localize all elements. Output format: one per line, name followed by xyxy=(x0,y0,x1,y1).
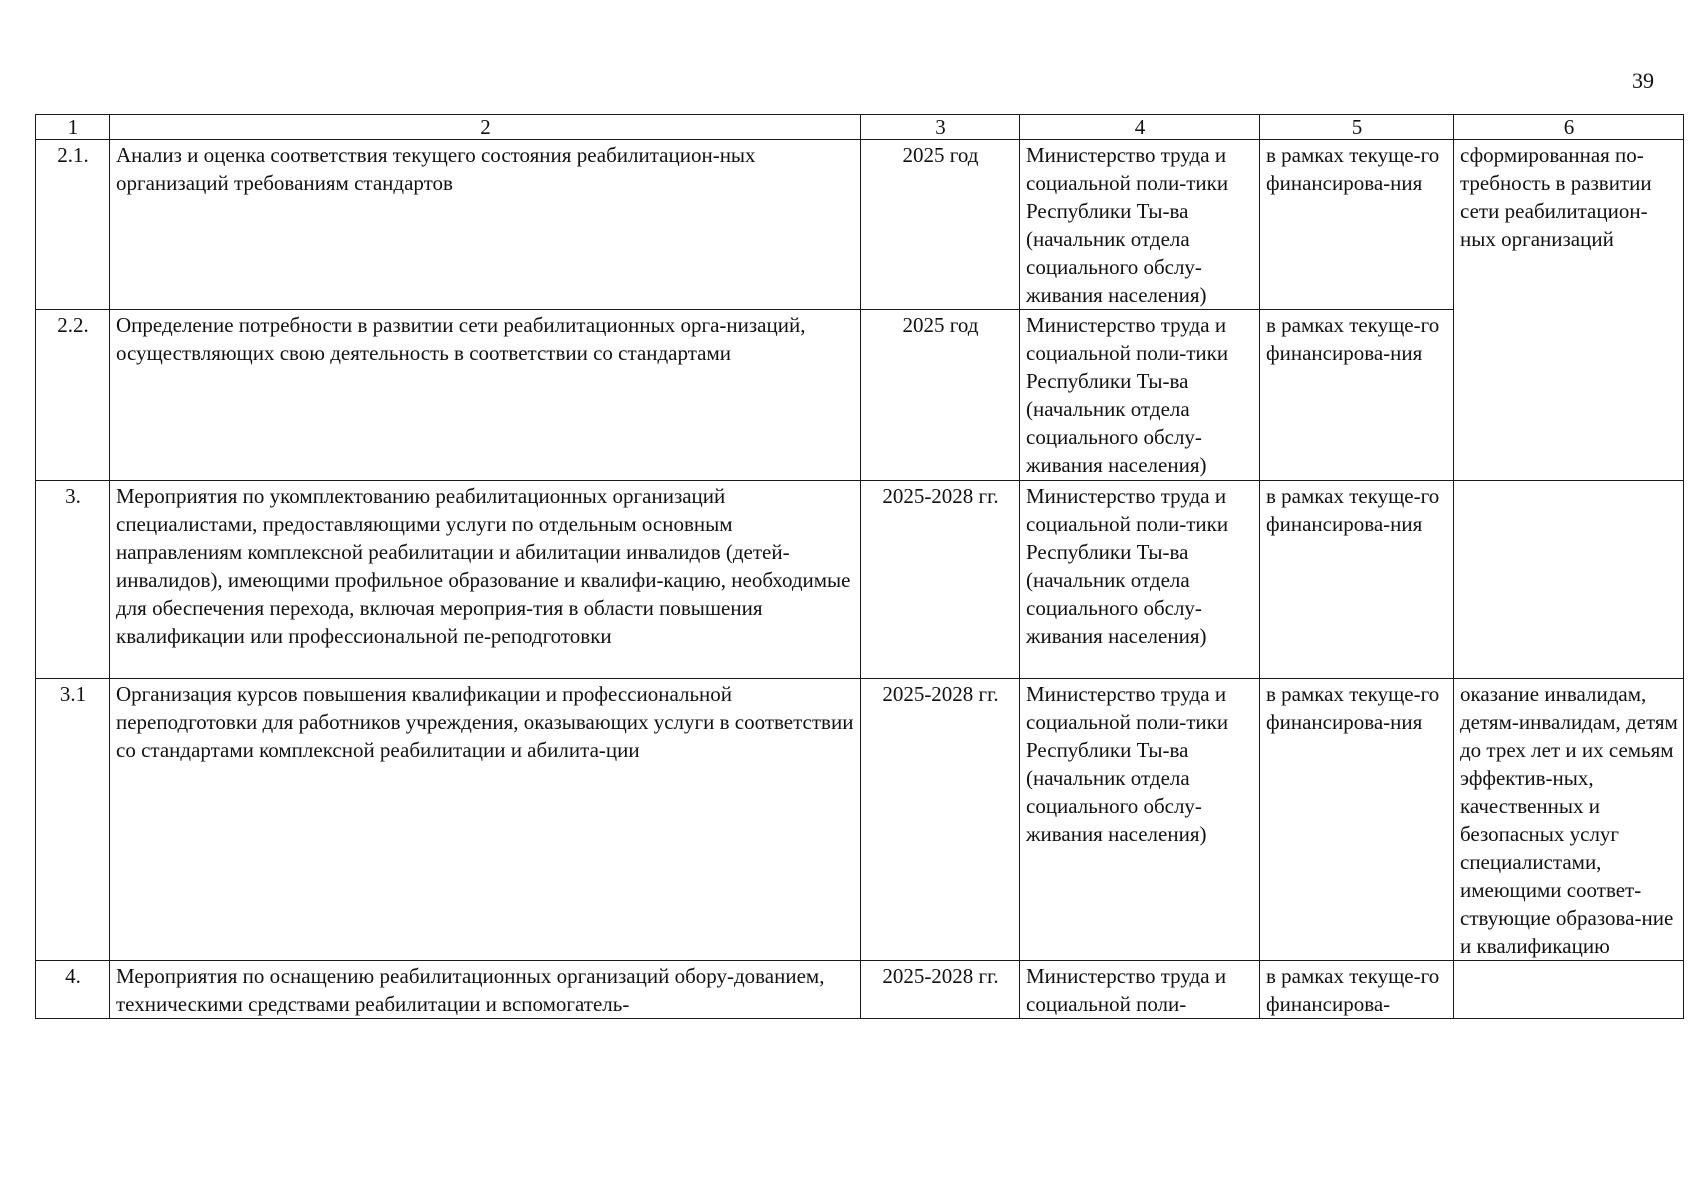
measure-cell: Мероприятия по оснащению реабилитационных организаций обору-дованием, техническими средствами реабилитации и вспомогатель- xyxy=(110,961,861,1019)
responsible-cell: Министерство труда и социальной поли-тики Республики Ты-ва (начальник отдела социального обслу-живания населения) xyxy=(1020,140,1260,310)
column-header: 6 xyxy=(1454,115,1684,140)
result-cell xyxy=(1454,961,1684,1019)
result-cell: сформированная по-требность в развитии сети реабилитацион-ных организаций xyxy=(1454,140,1684,481)
result-cell xyxy=(1454,481,1684,679)
term-cell: 2025 год xyxy=(861,310,1020,481)
responsible-cell: Министерство труда и социальной поли-тики Республики Ты-ва (начальник отдела социального обслу-живания населения) xyxy=(1020,481,1260,679)
measure-cell: Мероприятия по укомплектованию реабилитационных организаций специалистами, предоставляющими услуги по отдельным основным направлениям комплексной реабилитации и абилитации инвалидов (детей-инвалидов), имеющими профильное образование и квалифи-кацию, необходимые для обеспечения перехода, включая мероприя-тия в области повышения квалификации или профессиональной пе-реподготовки xyxy=(110,481,861,679)
row-number: 2.2. xyxy=(36,310,110,481)
column-header: 2 xyxy=(110,115,861,140)
measure-cell: Анализ и оценка соответствия текущего состояния реабилитацион-ных организаций требованиям стандартов xyxy=(110,140,861,310)
measures-table xyxy=(35,114,1684,1019)
financing-cell: в рамках текуще-го финансирова-ния xyxy=(1260,310,1454,481)
financing-cell: в рамках текуще-го финансирова- xyxy=(1260,961,1454,1019)
term-cell: 2025-2028 гг. xyxy=(861,481,1020,679)
responsible-cell: Министерство труда и социальной поли-тики Республики Ты-ва (начальник отдела социального обслу-живания населения) xyxy=(1020,679,1260,961)
page-number: 39 xyxy=(1632,68,1654,93)
column-header: 1 xyxy=(36,115,110,140)
table-row xyxy=(36,481,1684,679)
measure-cell: Организация курсов повышения квалификации и профессиональной переподготовки для работников учреждения, оказывающих услуги в соответствии со стандартами комплексной реабилитации и абилита-ции xyxy=(110,679,861,961)
measure-cell: Определение потребности в развитии сети реабилитационных орга-низаций, осуществляющих свою деятельность в соответствии со стандартами xyxy=(110,310,861,481)
result-cell: оказание инвалидам, детям-инвалидам, детям до трех лет и их семьям эффектив-ных, качественных и безопасных услуг специалистами, имеющими соответ-ствующие образова-ние и квалификацию xyxy=(1454,679,1684,961)
table-row xyxy=(36,310,1684,481)
table-row xyxy=(36,961,1684,1019)
financing-cell: в рамках текуще-го финансирова-ния xyxy=(1260,140,1454,310)
column-header: 3 xyxy=(861,115,1020,140)
row-number: 3. xyxy=(36,481,110,679)
table-header-row xyxy=(36,115,1684,140)
term-cell: 2025 год xyxy=(861,140,1020,310)
responsible-cell: Министерство труда и социальной поли-тики Республики Ты-ва (начальник отдела социального обслу-живания населения) xyxy=(1020,310,1260,481)
table-row xyxy=(36,140,1684,310)
row-number: 3.1 xyxy=(36,679,110,961)
financing-cell: в рамках текуще-го финансирова-ния xyxy=(1260,679,1454,961)
column-header: 4 xyxy=(1020,115,1260,140)
row-number: 2.1. xyxy=(36,140,110,310)
term-cell: 2025-2028 гг. xyxy=(861,679,1020,961)
financing-cell: в рамках текуще-го финансирова-ния xyxy=(1260,481,1454,679)
row-number: 4. xyxy=(36,961,110,1019)
term-cell: 2025-2028 гг. xyxy=(861,961,1020,1019)
column-header: 5 xyxy=(1260,115,1454,140)
responsible-cell: Министерство труда и социальной поли- xyxy=(1020,961,1260,1019)
table-row xyxy=(36,679,1684,961)
